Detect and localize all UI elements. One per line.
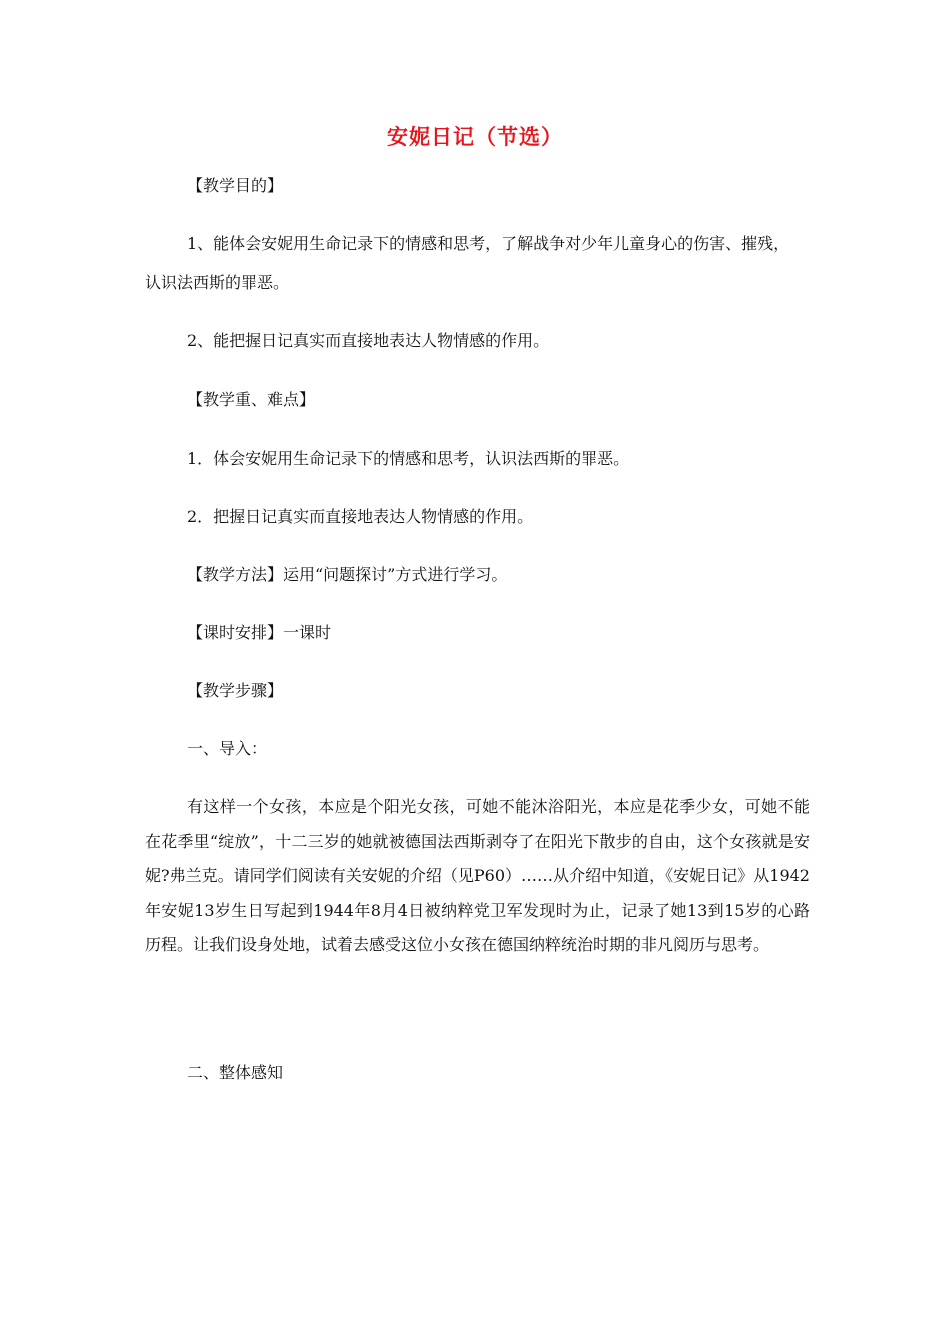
class-schedule: 【课时安排】一课时	[187, 623, 332, 642]
step-1-heading: 一、导入：	[187, 739, 268, 758]
objective-1-line-2: 认识法西斯的罪恶。	[145, 273, 290, 292]
key-point-2: 2．把握日记真实而直接地表达人物情感的作用。	[187, 507, 534, 526]
steps-heading: 【教学步骤】	[187, 681, 284, 700]
objective-1-line-1: 1、能体会安妮用生命记录下的情感和思考，了解战争对少年儿童身心的伤害、摧残，	[187, 234, 790, 253]
objectives-heading: 【教学目的】	[187, 176, 284, 195]
key-points-heading: 【教学重、难点】	[187, 390, 316, 409]
key-point-1: 1．体会安妮用生命记录下的情感和思考，认识法西斯的罪恶。	[187, 449, 630, 468]
document-title: 安妮日记（节选）	[387, 125, 563, 149]
teaching-method: 【教学方法】运用“问题探讨”方式进行学习。	[187, 565, 508, 584]
step-1-paragraph: 有这样一个女孩，本应是个阳光女孩，可她不能沐浴阳光，本应是花季少女，可她不能在花季里“绽放”，十二三岁的她就被德国法西斯剥夺了在阳光下散步的自由，这个女孩就是安妮?弗兰克。请同学们阅读有关安妮的介绍（见P60）……从介绍中知道，《安妮日记》从1942年安妮13岁生日写起到1944年8月4日被纳粹党卫军发现时为止，记录了她13到15岁的心路历程。让我们设身处地，试着去感受这位小女孩在德国纳粹统治时期的非凡阅历与思考。	[145, 797, 810, 954]
objective-2: 2、能把握日记真实而直接地表达人物情感的作用。	[187, 331, 550, 350]
step-2-heading: 二、整体感知	[187, 1063, 284, 1082]
